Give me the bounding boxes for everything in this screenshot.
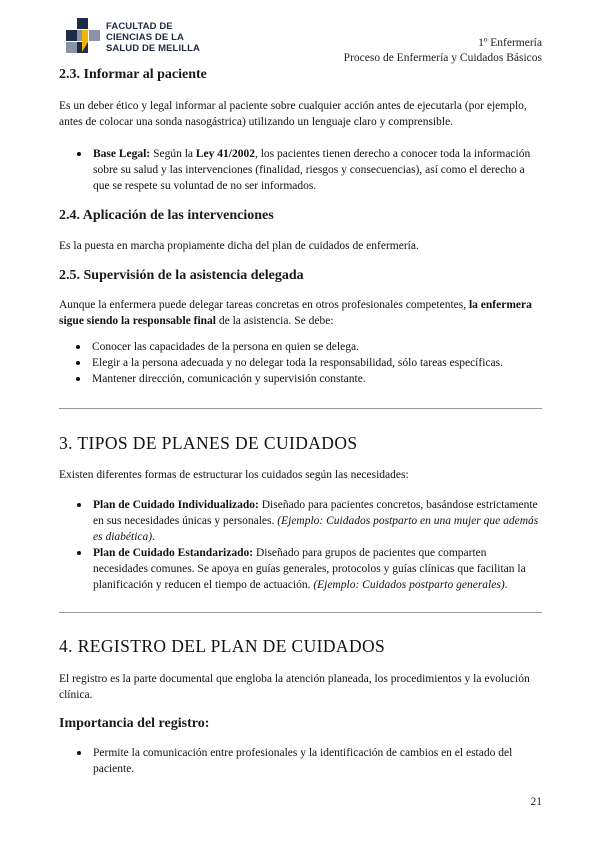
section-2-5-list [59,339,542,387]
list-item: Elegir a la persona adecuada y no delegar toda la responsabilidad, sólo tareas específicas. [59,355,542,371]
list-item: Permite la comunicación entre profesionales y la identificación de cambios en el estado del paciente. [59,745,542,777]
faculty-emblem-icon [66,18,100,56]
bullet-text: , los pacientes tienen derecho a conocer toda la información sobre su salud y las intervenciones (finalidad, riesgos y consecuencias), así como el derecho a que se respete su voluntad de no ser informados. [93,148,531,192]
logo-line-3: SALUD DE MELILLA [106,42,200,54]
page-content [59,66,542,777]
registry-importance-title: Importancia del registro: [59,716,210,731]
list-item [59,146,542,194]
list-item: Conocer las capacidades de la persona en quien se delega. [59,339,542,355]
list-item: Mantener dirección, comunicación y supervisión constante. [59,371,542,387]
section-divider [59,408,542,409]
bullet-label: Base Legal: [93,148,151,160]
header-course: 1º Enfermería [478,37,542,49]
running-header [344,36,542,66]
section-3-list [59,497,542,593]
example-text: (Ejemplo: Cuidados postparto en una mujer que además es diabética) [93,515,539,543]
paragraph-text: de la asistencia. Se debe: [216,315,334,327]
section-4-title: 4. REGISTRO DEL PLAN DE CUIDADOS [59,636,386,656]
logo-text [106,21,200,54]
section-2-5-title: 2.5. Supervisión de la asistencia delegada [59,268,304,283]
bullet-label: Plan de Cuidado Individualizado: [93,499,259,511]
paragraph-text: Aunque la enfermera puede delegar tareas concretas en otros profesionales competentes, [59,299,469,311]
bullet-end: . [504,579,508,591]
bullet-text: Diseñado para grupos de pacientes que comparten necesidades comunes. Se apoya en guías generales, protocolos y guías clínicas que facilitan la planificación y reducen el tiempo de actuación. [93,547,526,591]
section-4-list [59,745,542,777]
section-3-title: 3. TIPOS DE PLANES DE CUIDADOS [59,433,358,453]
bullet-label: Plan de Cuidado Estandarizado: [93,547,254,559]
section-2-4-paragraph: Es la puesta en marcha propiamente dicha del plan de cuidados de enfermería. [59,240,419,252]
section-3-paragraph: Existen diferentes formas de estructurar los cuidados según las necesidades: [59,469,409,481]
page-number: 21 [530,796,542,808]
bullet-text: Según la [150,148,196,160]
logo-line-2: CIENCIAS DE LA [106,31,184,43]
logo-line-1: FACULTAD DE [106,20,173,32]
section-2-3-title: 2.3. Informar al paciente [59,67,207,82]
section-2-4-title: 2.4. Aplicación de las intervenciones [59,208,274,223]
bullet-text: Diseñado para pacientes concretos, basándose estrictamente en sus necesidades únicas y personales. [93,499,538,527]
section-2-3-paragraph: Es un deber ético y legal informar al paciente sobre cualquier acción antes de ejecutarla (por ejemplo, antes de colocar una sonda nasogástrica) utilizando un lenguaje claro y comprensible. [59,100,527,128]
emphasis-text: la enfermera sigue siendo la responsable final [59,299,532,327]
header-subject: Proceso de Enfermería y Cuidados Básicos [343,52,542,64]
law-reference: Ley 41/2002 [195,148,255,160]
section-divider [59,612,542,613]
section-2-5-paragraph [59,297,542,329]
list-item [59,545,542,593]
list-item [59,497,542,545]
section-4-paragraph: El registro es la parte documental que engloba la atención planeada, los procedimientos y la evolución clínica. [59,673,530,701]
example-text: (Ejemplo: Cuidados postparto generales) [313,579,505,591]
bullet-end: . [152,531,155,543]
section-2-3-list [59,146,542,194]
faculty-logo [66,18,200,56]
